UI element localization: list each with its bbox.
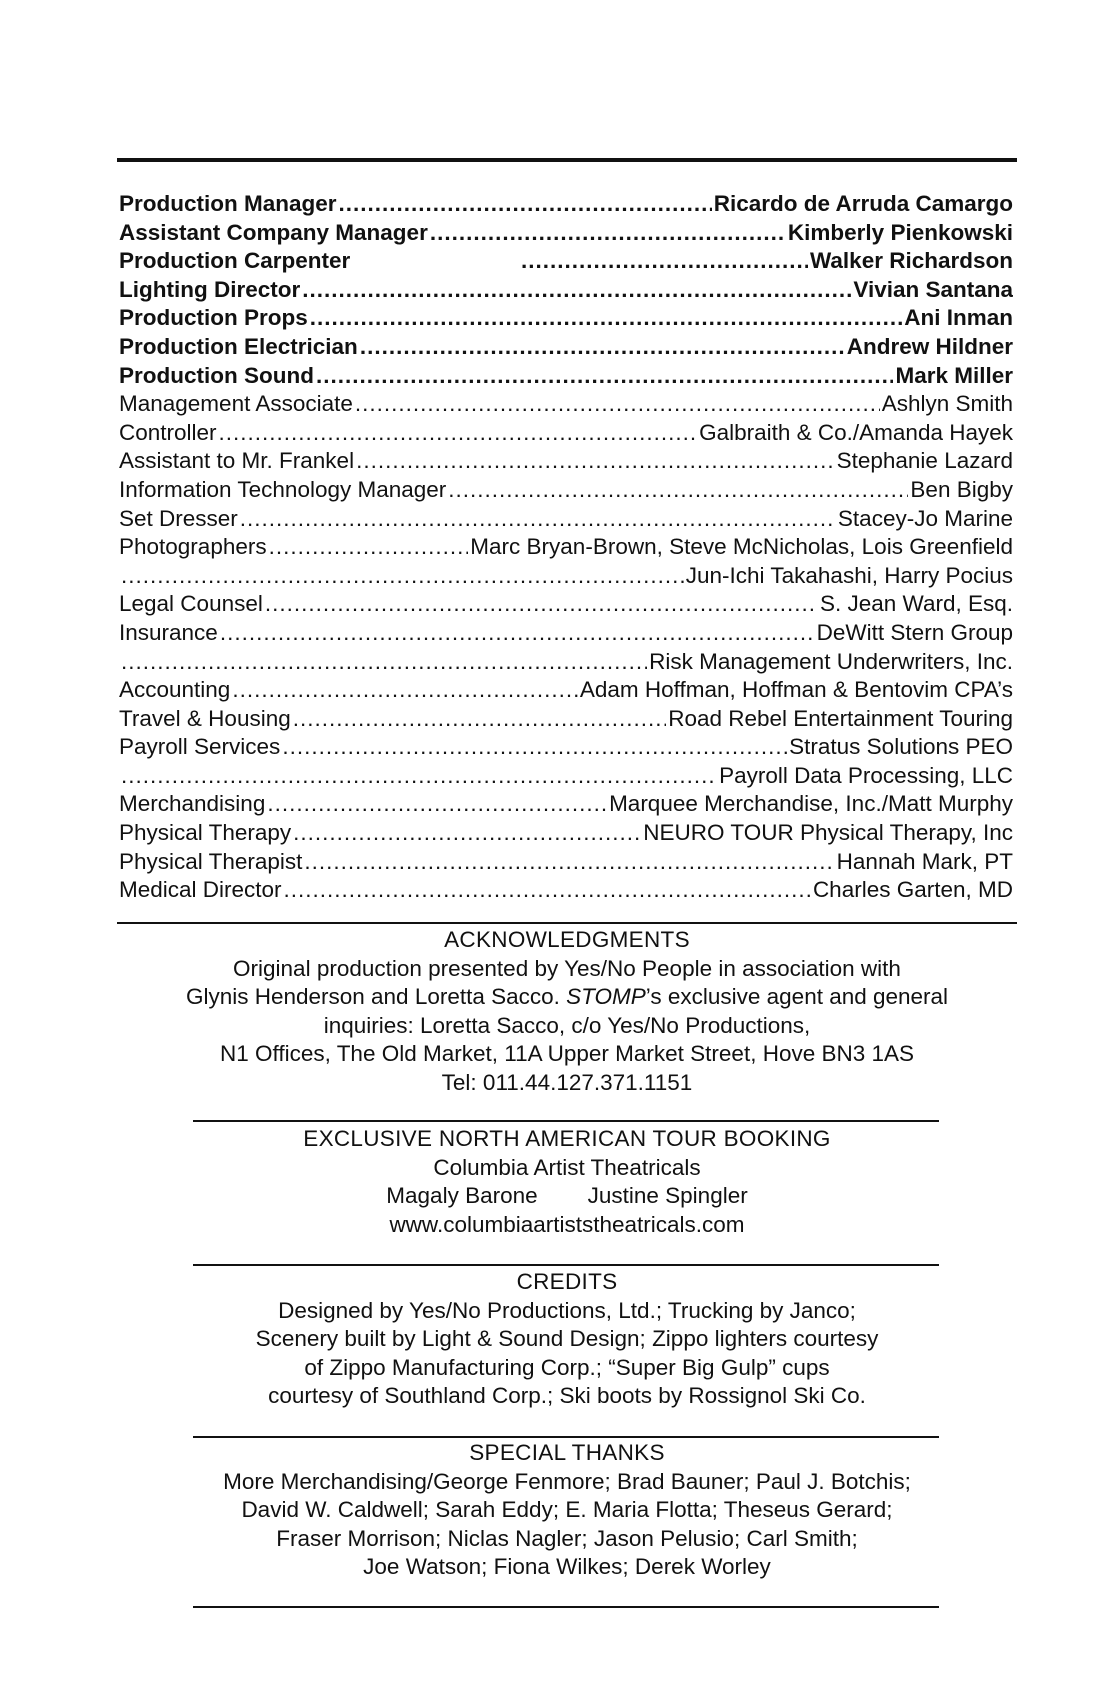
staff-row bbox=[119, 619, 1013, 648]
acknowledgments-text: ’s exclusive agent and general bbox=[645, 984, 949, 1010]
credits-section bbox=[117, 1268, 1017, 1411]
staff-row bbox=[119, 476, 1013, 505]
staff-name: Risk Management Underwriters, Inc. bbox=[649, 648, 1013, 674]
staff-name: Marc Bryan-Brown, Steve McNicholas, Lois Greenfield bbox=[470, 534, 1013, 560]
staff-row bbox=[119, 304, 1013, 333]
staff-role: Assistant Company Manager bbox=[119, 219, 428, 245]
staff-row bbox=[119, 590, 1013, 619]
staff-row bbox=[119, 676, 1013, 705]
staff-role: Lighting Director bbox=[119, 276, 301, 302]
leader-dots bbox=[121, 562, 684, 591]
thanks-heading: SPECIAL THANKS bbox=[469, 1440, 665, 1465]
thanks-section bbox=[117, 1439, 1017, 1582]
thanks-line: David W. Caldwell; Sarah Eddy; E. Maria Flotta; Theseus Gerard; bbox=[241, 1497, 893, 1523]
staff-row bbox=[119, 219, 1013, 248]
staff-role: Management Associate bbox=[119, 391, 353, 417]
section-divider bbox=[117, 922, 1017, 924]
staff-role: Medical Director bbox=[119, 877, 282, 903]
booking-website: www.columbiaartiststheatricals.com bbox=[389, 1211, 745, 1237]
leader-dots bbox=[360, 333, 845, 362]
staff-role: Legal Counsel bbox=[119, 591, 263, 617]
staff-name: Vivian Santana bbox=[853, 276, 1013, 302]
thanks-line: Joe Watson; Fiona Wilkes; Derek Worley bbox=[363, 1554, 771, 1580]
leader-dots bbox=[304, 848, 834, 877]
leader-dots bbox=[355, 390, 880, 419]
leader-dots bbox=[448, 476, 908, 505]
booking-company: Columbia Artist Theatricals bbox=[433, 1154, 701, 1180]
booking-contact: Magaly Barone bbox=[386, 1183, 538, 1209]
leader-dots bbox=[284, 876, 811, 905]
show-title: STOMP bbox=[566, 984, 646, 1010]
acknowledgments-line: Original production presented by Yes/No People in association with bbox=[233, 955, 901, 981]
staff-name: S. Jean Ward, Esq. bbox=[820, 591, 1013, 617]
leader-dots bbox=[293, 819, 641, 848]
staff-name: Ani Inman bbox=[904, 305, 1013, 331]
staff-row bbox=[119, 505, 1013, 534]
acknowledgments-text: Glynis Henderson and Loretta Sacco. bbox=[185, 984, 567, 1010]
section-divider bbox=[193, 1120, 939, 1122]
leader-dots bbox=[220, 619, 815, 648]
staff-name: Hannah Mark, PT bbox=[836, 848, 1013, 874]
acknowledgments-line: inquiries: Loretta Sacco, c/o Yes/No Productions, bbox=[323, 1012, 811, 1038]
staff-role: Photographers bbox=[119, 534, 267, 560]
staff-row bbox=[119, 247, 1013, 276]
staff-name: Stacey-Jo Marine bbox=[837, 505, 1013, 531]
credits-line: Designed by Yes/No Productions, Ltd.; Trucking by Janco; bbox=[278, 1297, 856, 1323]
staff-name: Stratus Solutions PEO bbox=[789, 734, 1013, 760]
staff-role: Production Electrician bbox=[119, 333, 358, 359]
leader-dots bbox=[121, 648, 647, 677]
staff-name: DeWitt Stern Group bbox=[816, 619, 1013, 645]
staff-role: Physical Therapy bbox=[119, 820, 292, 846]
staff-name: Mark Miller bbox=[895, 362, 1013, 388]
staff-row bbox=[119, 848, 1013, 877]
acknowledgments-phone: Tel: 011.44.127.371.1151 bbox=[441, 1069, 693, 1095]
thanks-line: More Merchandising/George Fenmore; Brad Bauner; Paul J. Botchis; bbox=[223, 1468, 911, 1494]
staff-row bbox=[119, 190, 1013, 219]
staff-row bbox=[119, 333, 1013, 362]
staff-row bbox=[119, 819, 1013, 848]
staff-role: Controller bbox=[119, 419, 217, 445]
staff-row bbox=[119, 276, 1013, 305]
staff-name: Road Rebel Entertainment Touring bbox=[668, 705, 1013, 731]
leader-dots bbox=[232, 676, 578, 705]
staff-name: Ashlyn Smith bbox=[881, 391, 1013, 417]
thanks-line: Fraser Morrison; Niclas Nagler; Jason Pelusio; Carl Smith; bbox=[276, 1525, 858, 1551]
staff-name: NEURO TOUR Physical Therapy, Inc bbox=[643, 820, 1013, 846]
staff-name: Walker Richardson bbox=[810, 248, 1013, 274]
staff-row bbox=[119, 648, 1013, 677]
staff-row bbox=[119, 876, 1013, 905]
staff-role: Physical Therapist bbox=[119, 848, 303, 874]
staff-name: Andrew Hildner bbox=[846, 333, 1013, 359]
staff-list bbox=[119, 190, 1013, 905]
leader-dots bbox=[269, 533, 469, 562]
credits-line: Scenery built by Light & Sound Design; Zippo lighters courtesy bbox=[255, 1326, 879, 1352]
leader-dots bbox=[265, 590, 818, 619]
staff-name: Adam Hoffman, Hoffman & Bentovim CPA’s bbox=[579, 677, 1013, 703]
leader-dots bbox=[240, 505, 836, 534]
staff-row bbox=[119, 390, 1013, 419]
staff-role: Production Carpenter bbox=[119, 248, 351, 274]
leader-dots bbox=[293, 705, 666, 734]
staff-name: Ricardo de Arruda Camargo bbox=[713, 191, 1013, 216]
leader-dots bbox=[282, 733, 787, 762]
staff-row bbox=[119, 362, 1013, 391]
leader-dots bbox=[339, 190, 712, 219]
staff-role: Production Props bbox=[119, 305, 308, 331]
staff-role: Payroll Services bbox=[119, 734, 281, 760]
staff-name: Stephanie Lazard bbox=[836, 448, 1013, 474]
section-divider bbox=[193, 1436, 939, 1438]
staff-row bbox=[119, 762, 1013, 791]
staff-row bbox=[119, 419, 1013, 448]
credits-heading: CREDITS bbox=[516, 1269, 618, 1294]
staff-row bbox=[119, 790, 1013, 819]
acknowledgments-section bbox=[117, 926, 1017, 1098]
staff-role: Production Manager bbox=[119, 191, 337, 216]
staff-name: Payroll Data Processing, LLC bbox=[719, 762, 1013, 788]
leader-dots bbox=[316, 362, 893, 391]
booking-contact: Justine Spingler bbox=[587, 1183, 748, 1209]
staff-role: Merchandising bbox=[119, 791, 266, 817]
staff-row bbox=[119, 562, 1013, 591]
leader-dots bbox=[267, 790, 607, 819]
staff-row bbox=[119, 733, 1013, 762]
acknowledgments-line bbox=[117, 983, 1017, 1012]
top-rule bbox=[117, 158, 1017, 162]
staff-row bbox=[119, 447, 1013, 476]
staff-role: Accounting bbox=[119, 677, 231, 703]
staff-role: Travel & Housing bbox=[119, 705, 291, 731]
leader-dots bbox=[521, 247, 808, 276]
staff-name: Jun-Ichi Takahashi, Harry Pocius bbox=[685, 562, 1013, 588]
staff-name: Marquee Merchandise, Inc./Matt Murphy bbox=[609, 791, 1013, 817]
section-divider bbox=[193, 1606, 939, 1608]
leader-dots bbox=[121, 762, 717, 791]
credits-line: of Zippo Manufacturing Corp.; “Super Big Gulp” cups bbox=[304, 1354, 830, 1380]
booking-heading: EXCLUSIVE NORTH AMERICAN TOUR BOOKING bbox=[303, 1126, 831, 1151]
staff-role: Assistant to Mr. Frankel bbox=[119, 448, 355, 474]
staff-role: Insurance bbox=[119, 619, 218, 645]
staff-row bbox=[119, 533, 1013, 562]
staff-role: Set Dresser bbox=[119, 505, 238, 531]
leader-dots bbox=[430, 219, 786, 248]
staff-name: Charles Garten, MD bbox=[812, 877, 1013, 903]
staff-name: Galbraith & Co./Amanda Hayek bbox=[699, 419, 1013, 445]
acknowledgments-address: N1 Offices, The Old Market, 11A Upper Market Street, Hove BN3 1AS bbox=[219, 1041, 915, 1067]
leader-dots bbox=[356, 447, 835, 476]
leader-dots bbox=[219, 419, 698, 448]
section-divider bbox=[193, 1264, 939, 1266]
booking-section bbox=[117, 1125, 1017, 1239]
staff-row bbox=[119, 705, 1013, 734]
leader-dots bbox=[302, 276, 851, 305]
staff-role: Production Sound bbox=[119, 362, 314, 388]
staff-name: Kimberly Pienkowski bbox=[787, 219, 1013, 245]
staff-role: Information Technology Manager bbox=[119, 476, 447, 502]
credits-line: courtesy of Southland Corp.; Ski boots by Rossignol Ski Co. bbox=[268, 1383, 866, 1409]
acknowledgments-heading: ACKNOWLEDGMENTS bbox=[444, 927, 690, 952]
booking-contacts bbox=[117, 1182, 1017, 1211]
staff-name: Ben Bigby bbox=[910, 476, 1013, 502]
leader-dots bbox=[310, 304, 902, 333]
